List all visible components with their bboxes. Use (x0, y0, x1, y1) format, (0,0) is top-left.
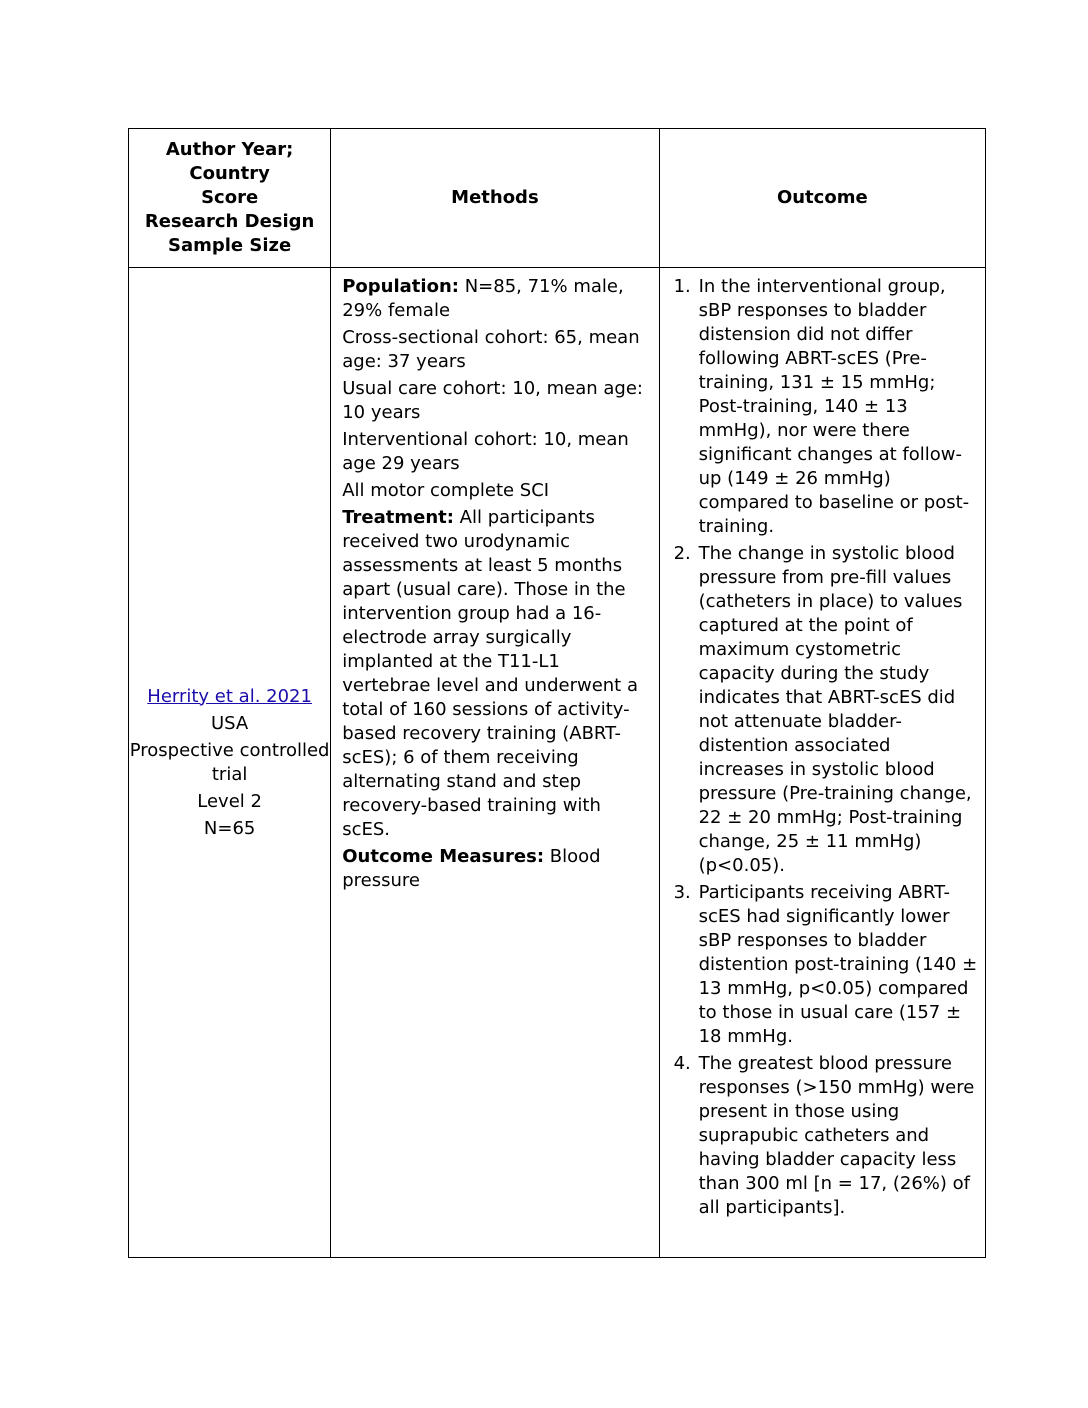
methods-text: N=85, 71% male, 29% female (342, 276, 624, 321)
header-methods: Methods (331, 129, 659, 268)
outcome-cell (659, 268, 985, 1258)
methods-label: Treatment: (342, 507, 454, 528)
methods-population (342, 275, 652, 323)
list-item (674, 1052, 979, 1220)
header-author-line: Score (201, 187, 259, 208)
header-author-line: Sample Size (168, 235, 292, 256)
methods-text: Blood pressure (342, 846, 601, 891)
list-item (674, 275, 979, 539)
list-item (674, 881, 979, 1049)
outcome-text: In the interventional group, sBP responses to bladder distension did not differ following ABRT-scES (Pre-training, 131 ± 15 mmHg; Post-training, 140 ± 13 mmHg), nor were there significant changes at follow-up (149 ± 26 mmHg) compared to baseline or post-training. (698, 276, 970, 537)
header-author-line: Country (189, 163, 270, 184)
methods-label: Population: (342, 276, 459, 297)
methods-text: All motor complete SCI (342, 480, 550, 501)
study-sample-size: N=65 (203, 817, 256, 839)
methods-sci (342, 479, 652, 503)
header-row (129, 129, 986, 268)
methods-text: Usual care cohort: 10, mean age: 10 years (342, 378, 643, 423)
outcome-text: The greatest blood pressure responses (>150 mmHg) were present in those using suprapubic catheters and having bladder capacity less than 300 ml [n = 17, (26%) of all participants]. (698, 1053, 975, 1218)
list-item (674, 542, 979, 878)
outcome-list (674, 275, 979, 1220)
study-citation-link[interactable]: Herrity et al. 2021 (147, 685, 312, 707)
methods-text: Cross-sectional cohort: 65, mean age: 37 years (342, 327, 640, 372)
evidence-table (128, 128, 986, 1258)
methods-text: All participants received two urodynamic assessments at least 5 months apart (usual care). Those in the intervention group had a 16-electrode array surgically implanted at the T11-L1 vertebrae level and underwent a total of 160 sessions of activity-based recovery training (ABRT-scES); 6 of them receiving alternating stand and step recovery-based training with scES. (342, 507, 638, 840)
table-row (129, 268, 986, 1258)
header-author-line: Author Year; (165, 139, 294, 160)
methods-usual-care (342, 377, 652, 425)
methods-treatment (342, 506, 652, 842)
outcome-number: 4. (673, 1053, 691, 1074)
methods-label: Outcome Measures: (342, 846, 545, 867)
methods-cross-sectional (342, 326, 652, 374)
header-author (129, 129, 331, 268)
study-country: USA (210, 712, 249, 734)
outcome-text: Participants receiving ABRT-scES had significantly lower sBP responses to bladder distention post-training (140 ± 13 mmHg, p<0.05) compared to those in usual care (157 ± 18 mmHg. (698, 882, 978, 1047)
study-score: Level 2 (197, 790, 262, 812)
outcome-number: 2. (673, 543, 691, 564)
methods-outcome-measures (342, 845, 652, 893)
methods-text: Interventional cohort: 10, mean age 29 years (342, 429, 629, 474)
header-outcome: Outcome (659, 129, 985, 268)
methods-interventional (342, 428, 652, 476)
methods-cell (331, 268, 659, 1258)
outcome-number: 3. (673, 882, 691, 903)
outcome-text: The change in systolic blood pressure from pre-fill values (catheters in place) to values captured at the point of maximum cystometric capacity during the study indicates that ABRT-scES did not attenuate bladder-distention associated increases in systolic blood pressure (Pre-training change, 22 ± 20 mmHg; Post-training change, 25 ± 11 mmHg) (p<0.05). (698, 543, 972, 876)
header-author-line: Research Design (144, 211, 315, 232)
study-design: Prospective controlled trial (129, 739, 330, 785)
outcome-number: 1. (673, 276, 691, 297)
author-cell (129, 268, 331, 1258)
